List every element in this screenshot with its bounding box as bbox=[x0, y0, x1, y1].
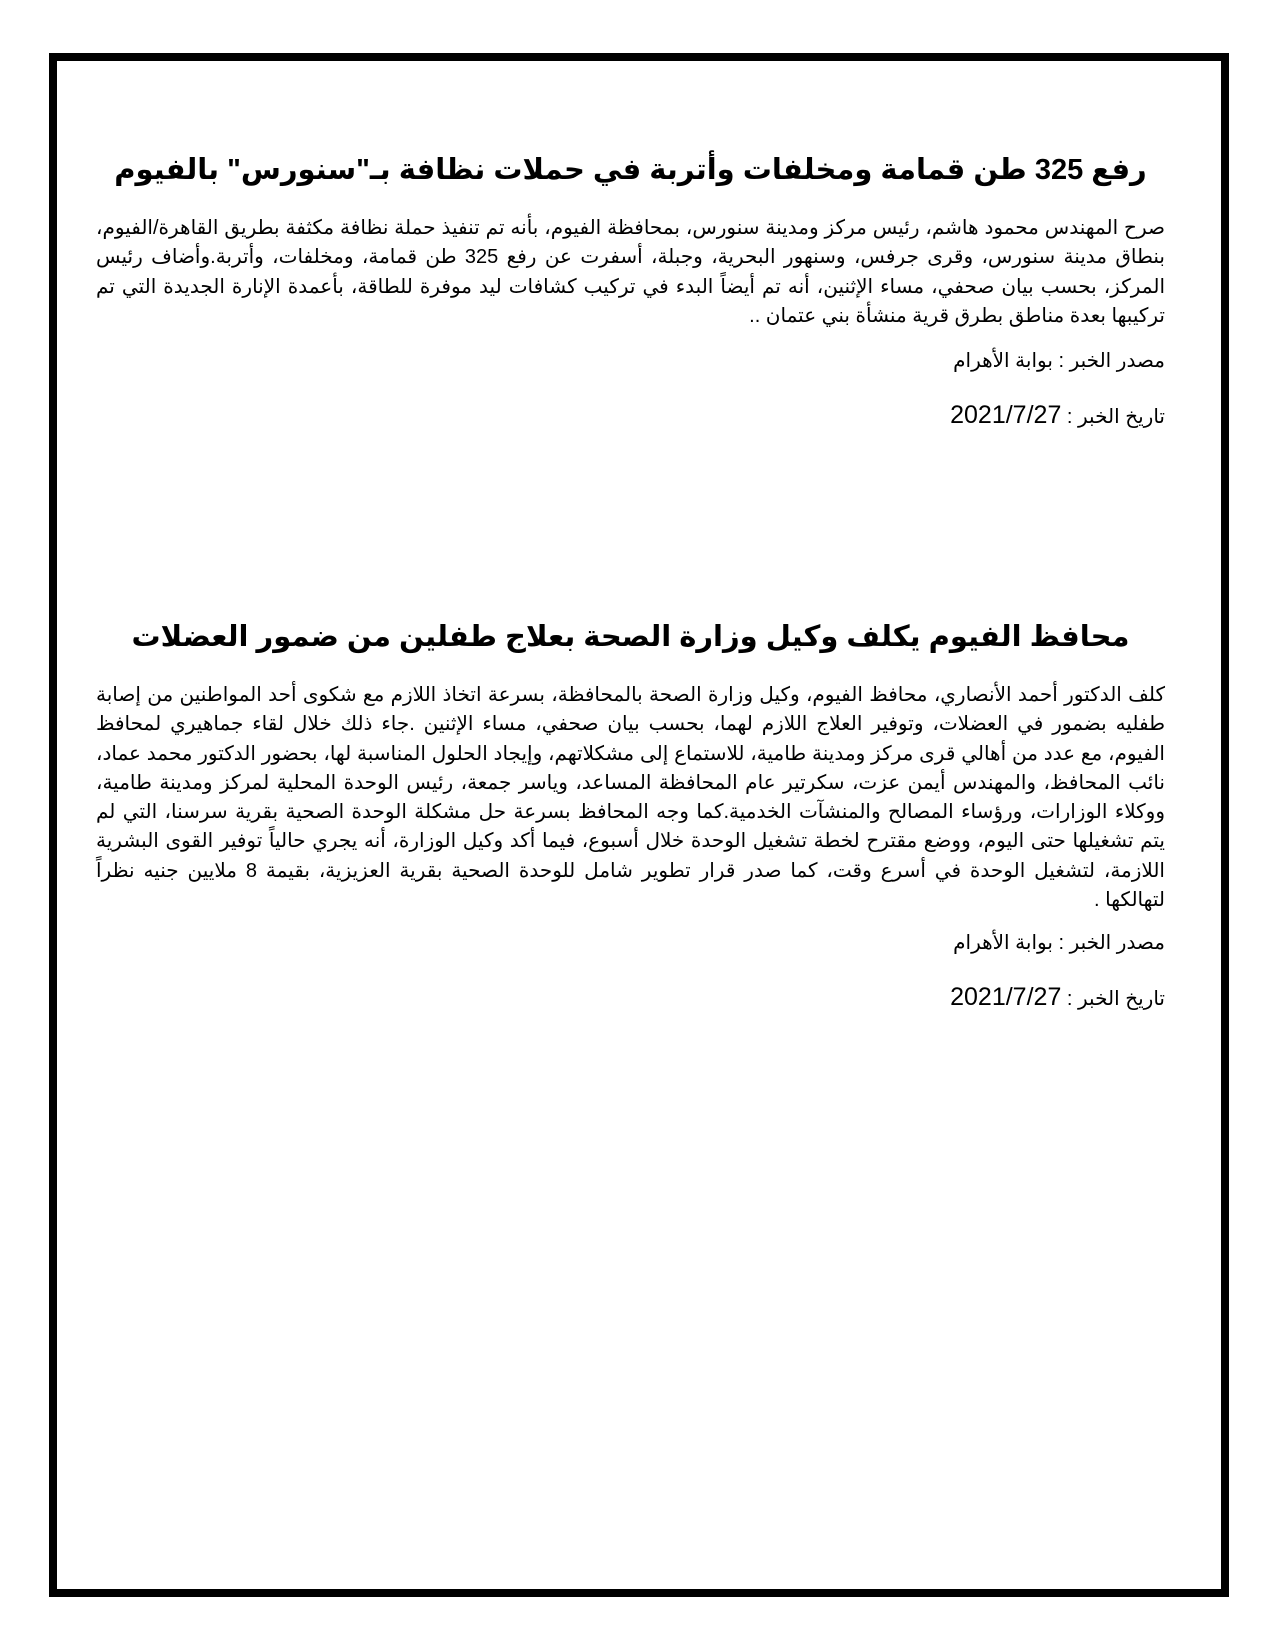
article-date bbox=[96, 983, 1165, 1014]
date-label: تاريخ الخبر : bbox=[1061, 406, 1165, 429]
article-body: كلف الدكتور أحمد الأنصاري، محافظ الفيوم، وكيل وزارة الصحة بالمحافظة، بسرعة اتخاذ اللازم مع شكوى أحد المواطنين من إصابة طفليه بضمور في العضلات، وتوفير العلاج اللازم لهما، بحسب بيان صحفي، مساء الإثنين .جاء ذلك خلال لقاء جماهيري لمحافظ الفيوم، مع عدد من أهالي قرى مركز ومدينة طامية، للاستماع إلى مشكلاتهم، وإيجاد الحلول المناسبة لها، بحضور الدكتور محمد عماد، نائب المحافظ، والمهندس أيمن عزت، سكرتير عام المحافظة المساعد، وياسر جمعة، رئيس الوحدة المحلية لمركز ومدينة طامية، ووكلاء الوزارات، ورؤساء المصالح والمنشآت الخدمية.كما وجه المحافظ بسرعة حل مشكلة الوحدة الصحية بقرية سرسنا، التي لم يتم تشغيلها حتى اليوم، ووضع مقترح لخطة تشغيل الوحدة خلال أسبوع، فيما أكد وكيل الوزارة، أنه يجري حالياً توفير القوى البشرية اللازمة، لتشغيل الوحدة في أسرع وقت، كما صدر قرار تطوير شامل للوحدة الصحية بقرية العزيزية، بقيمة 8 ملايين جنيه نظراً لتهالكها . bbox=[96, 684, 1165, 912]
article-headline: رفع 325 طن قمامة ومخلفات وأتربة في حملات نظافة بـ"سنورس" بالفيوم bbox=[114, 154, 1147, 186]
article-date bbox=[96, 401, 1165, 432]
news-article bbox=[96, 150, 1165, 432]
news-article bbox=[96, 617, 1165, 1014]
source-label: مصدر الخبر : bbox=[1052, 350, 1165, 373]
date-value: 2021/7/27 bbox=[950, 401, 1062, 430]
article-source bbox=[96, 347, 1165, 376]
date-label: تاريخ الخبر : bbox=[1061, 988, 1165, 1011]
source-label: مصدر الخبر : bbox=[1052, 932, 1165, 955]
source-value: بوابة الأهرام bbox=[953, 932, 1053, 955]
source-value: بوابة الأهرام bbox=[953, 350, 1053, 373]
article-source bbox=[96, 929, 1165, 958]
article-body: صرح المهندس محمود هاشم، رئيس مركز ومدينة سنورس، بمحافظة الفيوم، بأنه تم تنفيذ حملة نظافة مكثفة بطريق القاهرة/الفيوم، بنطاق مدينة سنورس، وقرى جرفس، وسنهور البحرية، وجبلة، أسفرت عن رفع 325 طن قمامة، ومخلفات، وأتربة.وأضاف رئيس المركز، بحسب بيان صحفي، مساء الإثنين، أنه تم أيضاً البدء في تركيب كشافات ليد موفرة للطاقة، بأعمدة الإنارة الجديدة التي تم تركيبها بعدة مناطق بطرق قرية منشأة بني عتمان .. bbox=[96, 217, 1165, 327]
date-value: 2021/7/27 bbox=[950, 983, 1062, 1012]
article-headline: محافظ الفيوم يكلف وكيل وزارة الصحة بعلاج طفلين من ضمور العضلات bbox=[131, 621, 1130, 653]
